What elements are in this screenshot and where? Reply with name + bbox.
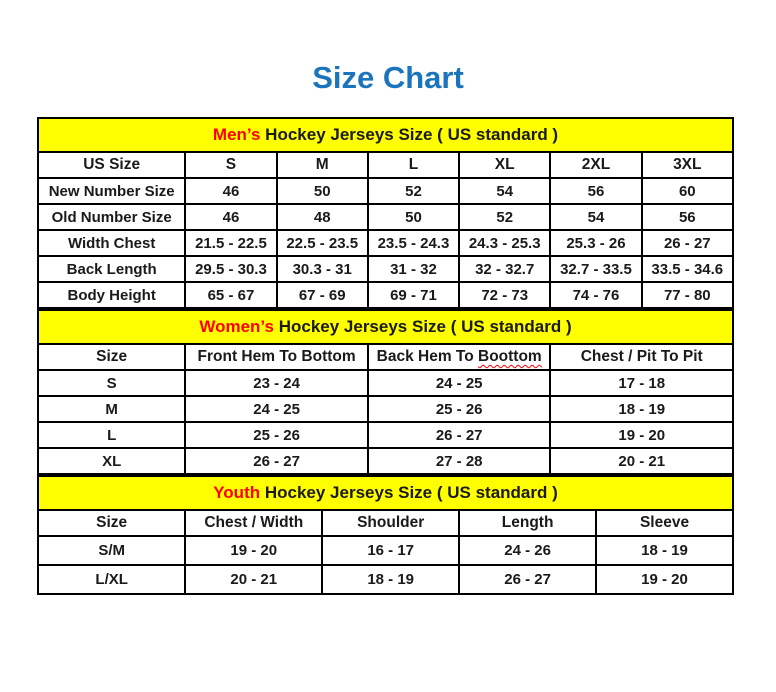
mens-column-header: 3XL — [642, 152, 733, 178]
page-title: Size Chart — [312, 60, 464, 95]
womens-row-label: S — [38, 370, 185, 396]
womens-value-cell: 26 - 27 — [185, 448, 368, 474]
mens-column-header: S — [185, 152, 276, 178]
womens-banner-text: Hockey Jerseys Size ( US standard ) — [273, 317, 572, 336]
mens-banner-row — [38, 118, 733, 152]
mens-value-cell: 32 - 32.7 — [459, 256, 550, 282]
mens-row-label: Back Length — [38, 256, 185, 282]
youth-column-header: Chest / Width — [185, 510, 322, 536]
youth-value-cell: 26 - 27 — [459, 565, 596, 594]
youth-banner-text: Hockey Jerseys Size ( US standard ) — [260, 483, 558, 502]
mens-value-cell: 65 - 67 — [185, 282, 276, 308]
womens-value-cell: 25 - 26 — [185, 422, 368, 448]
womens-row-label: XL — [38, 448, 185, 474]
youth-row-label: S/M — [38, 536, 185, 565]
womens-value-cell: 17 - 18 — [550, 370, 733, 396]
womens-banner-highlight: Women’s — [199, 317, 274, 336]
womens-value-cell: 18 - 19 — [550, 396, 733, 422]
womens-column-header — [368, 344, 551, 370]
youth-header-row — [38, 510, 733, 536]
womens-table-row — [38, 448, 733, 474]
mens-table-row — [38, 178, 733, 204]
youth-value-cell: 16 - 17 — [322, 536, 459, 565]
womens-value-cell: 23 - 24 — [185, 370, 368, 396]
youth-value-cell: 18 - 19 — [322, 565, 459, 594]
mens-value-cell: 31 - 32 — [368, 256, 459, 282]
youth-table-row — [38, 536, 733, 565]
mens-value-cell: 26 - 27 — [642, 230, 733, 256]
womens-value-cell: 24 - 25 — [185, 396, 368, 422]
mens-row-label: Body Height — [38, 282, 185, 308]
mens-table-row — [38, 282, 733, 308]
mens-banner-text: Hockey Jerseys Size ( US standard ) — [260, 125, 559, 144]
womens-column-header: Size — [38, 344, 185, 370]
womens-table-row — [38, 422, 733, 448]
mens-value-cell: 56 — [642, 204, 733, 230]
mens-value-cell: 74 - 76 — [550, 282, 641, 308]
womens-value-cell: 24 - 25 — [368, 370, 551, 396]
mens-value-cell: 46 — [185, 178, 276, 204]
mens-column-header: US Size — [38, 152, 185, 178]
youth-value-cell: 20 - 21 — [185, 565, 322, 594]
mens-value-cell: 50 — [277, 178, 368, 204]
youth-section-banner — [38, 476, 733, 510]
mens-value-cell: 60 — [642, 178, 733, 204]
mens-value-cell: 24.3 - 25.3 — [459, 230, 550, 256]
womens-banner-row — [38, 310, 733, 344]
womens-row-label: L — [38, 422, 185, 448]
mens-banner-highlight: Men’s — [212, 125, 261, 144]
mens-row-label: Width Chest — [38, 230, 185, 256]
youth-value-cell: 19 - 20 — [596, 565, 733, 594]
mens-value-cell: 56 — [550, 178, 641, 204]
mens-value-cell: 21.5 - 22.5 — [185, 230, 276, 256]
youth-column-header: Sleeve — [596, 510, 733, 536]
size-chart-tables — [37, 117, 734, 595]
mens-value-cell: 72 - 73 — [459, 282, 550, 308]
mens-value-cell: 25.3 - 26 — [550, 230, 641, 256]
youth-banner-row — [38, 476, 733, 510]
mens-header-row — [38, 152, 733, 178]
youth-value-cell: 19 - 20 — [185, 536, 322, 565]
womens-size-table — [37, 309, 734, 475]
mens-size-table — [37, 117, 734, 309]
womens-value-cell: 27 - 28 — [368, 448, 551, 474]
youth-column-header: Size — [38, 510, 185, 536]
mens-column-header: M — [277, 152, 368, 178]
mens-section-banner — [38, 118, 733, 152]
header-text: Back Hem To — [376, 348, 478, 365]
mens-value-cell: 33.5 - 34.6 — [642, 256, 733, 282]
misspelled-word: Boottom — [478, 348, 542, 365]
womens-table-row — [38, 396, 733, 422]
mens-row-label: Old Number Size — [38, 204, 185, 230]
womens-section-banner — [38, 310, 733, 344]
mens-table-row — [38, 230, 733, 256]
mens-value-cell: 23.5 - 24.3 — [368, 230, 459, 256]
youth-row-label: L/XL — [38, 565, 185, 594]
mens-column-header: 2XL — [550, 152, 641, 178]
mens-value-cell: 46 — [185, 204, 276, 230]
mens-row-label: New Number Size — [38, 178, 185, 204]
mens-value-cell: 67 - 69 — [277, 282, 368, 308]
mens-value-cell: 69 - 71 — [368, 282, 459, 308]
womens-value-cell: 26 - 27 — [368, 422, 551, 448]
mens-table-row — [38, 204, 733, 230]
mens-value-cell: 52 — [368, 178, 459, 204]
mens-value-cell: 32.7 - 33.5 — [550, 256, 641, 282]
mens-column-header: XL — [459, 152, 550, 178]
womens-value-cell: 25 - 26 — [368, 396, 551, 422]
mens-value-cell: 52 — [459, 204, 550, 230]
mens-value-cell: 48 — [277, 204, 368, 230]
youth-column-header: Length — [459, 510, 596, 536]
mens-value-cell: 50 — [368, 204, 459, 230]
mens-value-cell: 29.5 - 30.3 — [185, 256, 276, 282]
youth-banner-highlight: Youth — [213, 483, 261, 502]
womens-column-header: Front Hem To Bottom — [185, 344, 368, 370]
mens-table-row — [38, 256, 733, 282]
mens-value-cell: 22.5 - 23.5 — [277, 230, 368, 256]
youth-table-row — [38, 565, 733, 594]
mens-value-cell: 54 — [459, 178, 550, 204]
youth-value-cell: 18 - 19 — [596, 536, 733, 565]
youth-value-cell: 24 - 26 — [459, 536, 596, 565]
youth-column-header: Shoulder — [322, 510, 459, 536]
mens-value-cell: 30.3 - 31 — [277, 256, 368, 282]
womens-header-row — [38, 344, 733, 370]
womens-value-cell: 20 - 21 — [550, 448, 733, 474]
womens-row-label: M — [38, 396, 185, 422]
youth-size-table — [37, 475, 734, 595]
mens-value-cell: 77 - 80 — [642, 282, 733, 308]
mens-value-cell: 54 — [550, 204, 641, 230]
mens-column-header: L — [368, 152, 459, 178]
womens-table-row — [38, 370, 733, 396]
womens-value-cell: 19 - 20 — [550, 422, 733, 448]
womens-column-header: Chest / Pit To Pit — [550, 344, 733, 370]
